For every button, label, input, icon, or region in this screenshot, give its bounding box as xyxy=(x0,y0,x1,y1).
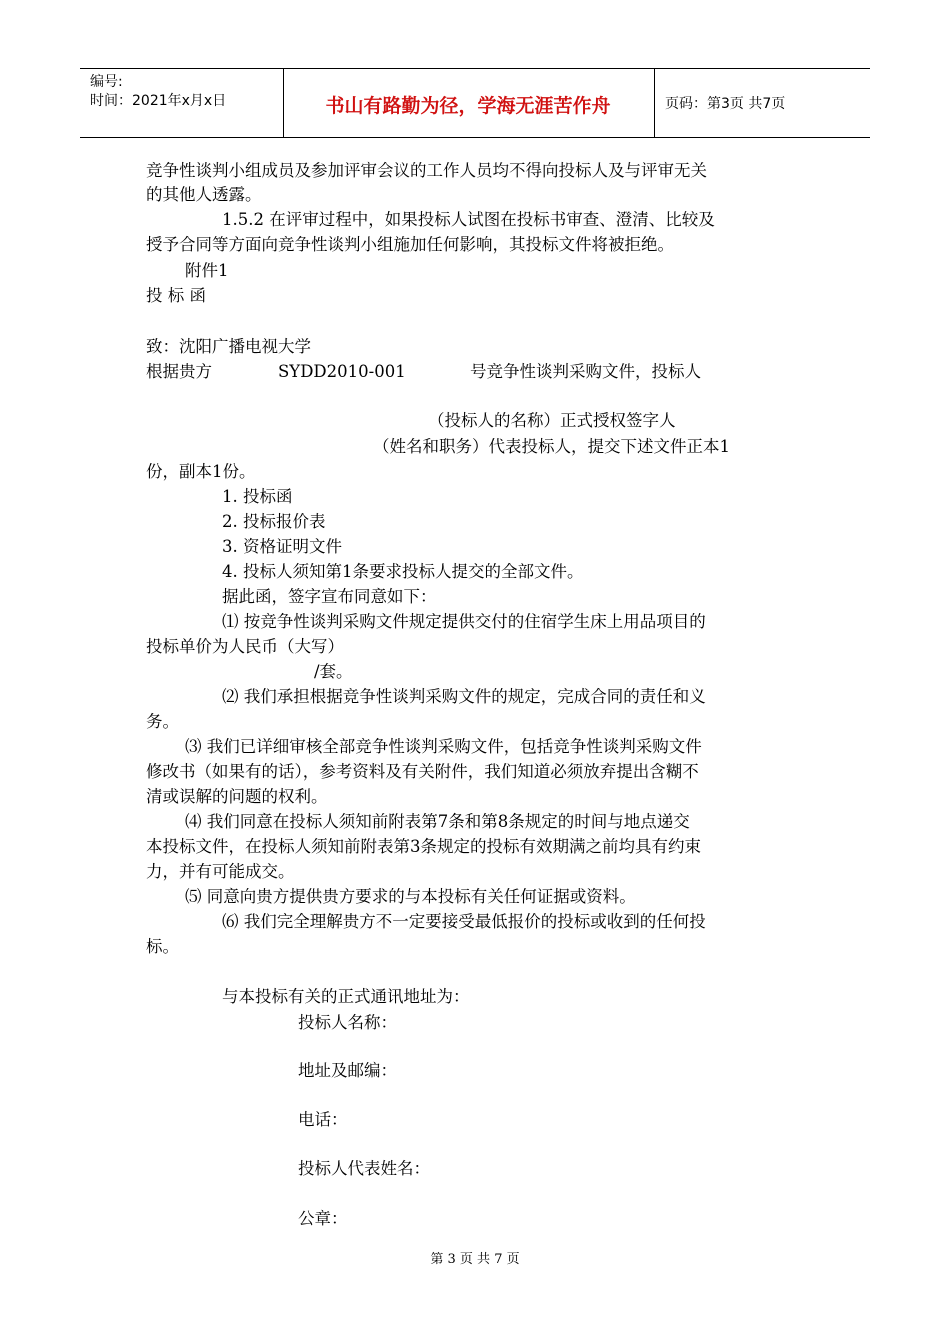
clause-line: 务。 xyxy=(146,712,179,731)
document-list-item: 2. 投标报价表 xyxy=(222,512,326,531)
clause-line: 清或误解的问题的权利。 xyxy=(146,787,328,806)
header-motto: 书山有路勤为径，学海无涯苦作舟 xyxy=(325,95,611,117)
document-number-label: 编号: xyxy=(90,74,123,90)
paragraph-line: 授予合同等方面向竞争性谈判小组施加任何影响，其投标文件将被拒绝。 xyxy=(146,235,674,254)
page-header xyxy=(80,68,870,138)
clause-line: 本投标文件，在投标人须知前附表第3条规定的投标有效期满之前均具有约束 xyxy=(146,837,701,856)
bidder-name-line: （投标人的名称）正式授权签字人 xyxy=(428,411,676,430)
paragraph-line: 竞争性谈判小组成员及参加评审会议的工作人员均不得向投标人及与评审无关 xyxy=(146,161,707,180)
document-list-item: 1. 投标函 xyxy=(222,487,293,506)
basis-text: 号竞争性谈判采购文件，投标人 xyxy=(470,362,701,381)
header-page-info: 页码：第3页 共7页 xyxy=(665,96,786,112)
clause-line: /套。 xyxy=(314,662,353,681)
attachment-label: 附件1 xyxy=(185,261,229,280)
clause-line: 标。 xyxy=(146,937,179,956)
clause-line: ⑵ 我们承担根据竞争性谈判采购文件的规定，完成合同的责任和义 xyxy=(222,687,706,706)
document-code: SYDD2010-001 xyxy=(278,362,406,381)
header-meta xyxy=(90,73,226,111)
copies-line: 份，副本1份。 xyxy=(146,462,256,481)
clause-line: ⑶ 我们已详细审核全部竞争性谈判采购文件，包括竞争性谈判采购文件 xyxy=(185,737,702,756)
document-date: 时间：2021年x月x日 xyxy=(90,93,227,109)
clause-line: 投标单价为人民币（大写） xyxy=(146,637,344,656)
agreement-intro: 据此函，签字宣布同意如下： xyxy=(222,587,437,606)
paragraph-line: 的其他人透露。 xyxy=(146,185,262,204)
clause-line: 修改书（如果有的话），参考资料及有关附件，我们知道必须放弃提出含糊不 xyxy=(146,762,699,781)
address-intro: 与本投标有关的正式通讯地址为： xyxy=(222,987,470,1006)
document-list-item: 3. 资格证明文件 xyxy=(222,537,342,556)
clause-line: ⑴ 按竞争性谈判采购文件规定提供交付的住宿学生床上用品项目的 xyxy=(222,612,706,631)
field-label: 投标人代表姓名： xyxy=(298,1159,430,1178)
clause-line: 力，并有可能成交。 xyxy=(146,862,295,881)
field-label: 公章： xyxy=(298,1209,348,1228)
clause-line: ⑸ 同意向贵方提供贵方要求的与本投标有关任何证据或资料。 xyxy=(185,887,636,906)
addressee: 致：沈阳广播电视大学 xyxy=(146,337,311,356)
document-list-item: 4. 投标人须知第1条要求投标人提交的全部文件。 xyxy=(222,562,584,581)
page-footer: 第 3 页 共 7 页 xyxy=(430,1252,520,1267)
paragraph-line: 1.5.2 在评审过程中，如果投标人试图在投标书审查、澄清、比较及 xyxy=(222,210,715,229)
clause-line: ⑷ 我们同意在投标人须知前附表第7条和第8条规定的时间与地点递交 xyxy=(185,812,690,831)
form-title: 投 标 函 xyxy=(146,286,206,305)
field-label: 地址及邮编： xyxy=(298,1061,397,1080)
basis-text: 根据贵方 xyxy=(146,362,212,381)
header-divider xyxy=(654,69,655,137)
signer-line: （姓名和职务）代表投标人，提交下述文件正本1 xyxy=(373,437,730,456)
field-label: 投标人名称： xyxy=(298,1013,397,1032)
field-label: 电话： xyxy=(298,1110,348,1129)
clause-line: ⑹ 我们完全理解贵方不一定要接受最低报价的投标或收到的任何投 xyxy=(222,912,706,931)
